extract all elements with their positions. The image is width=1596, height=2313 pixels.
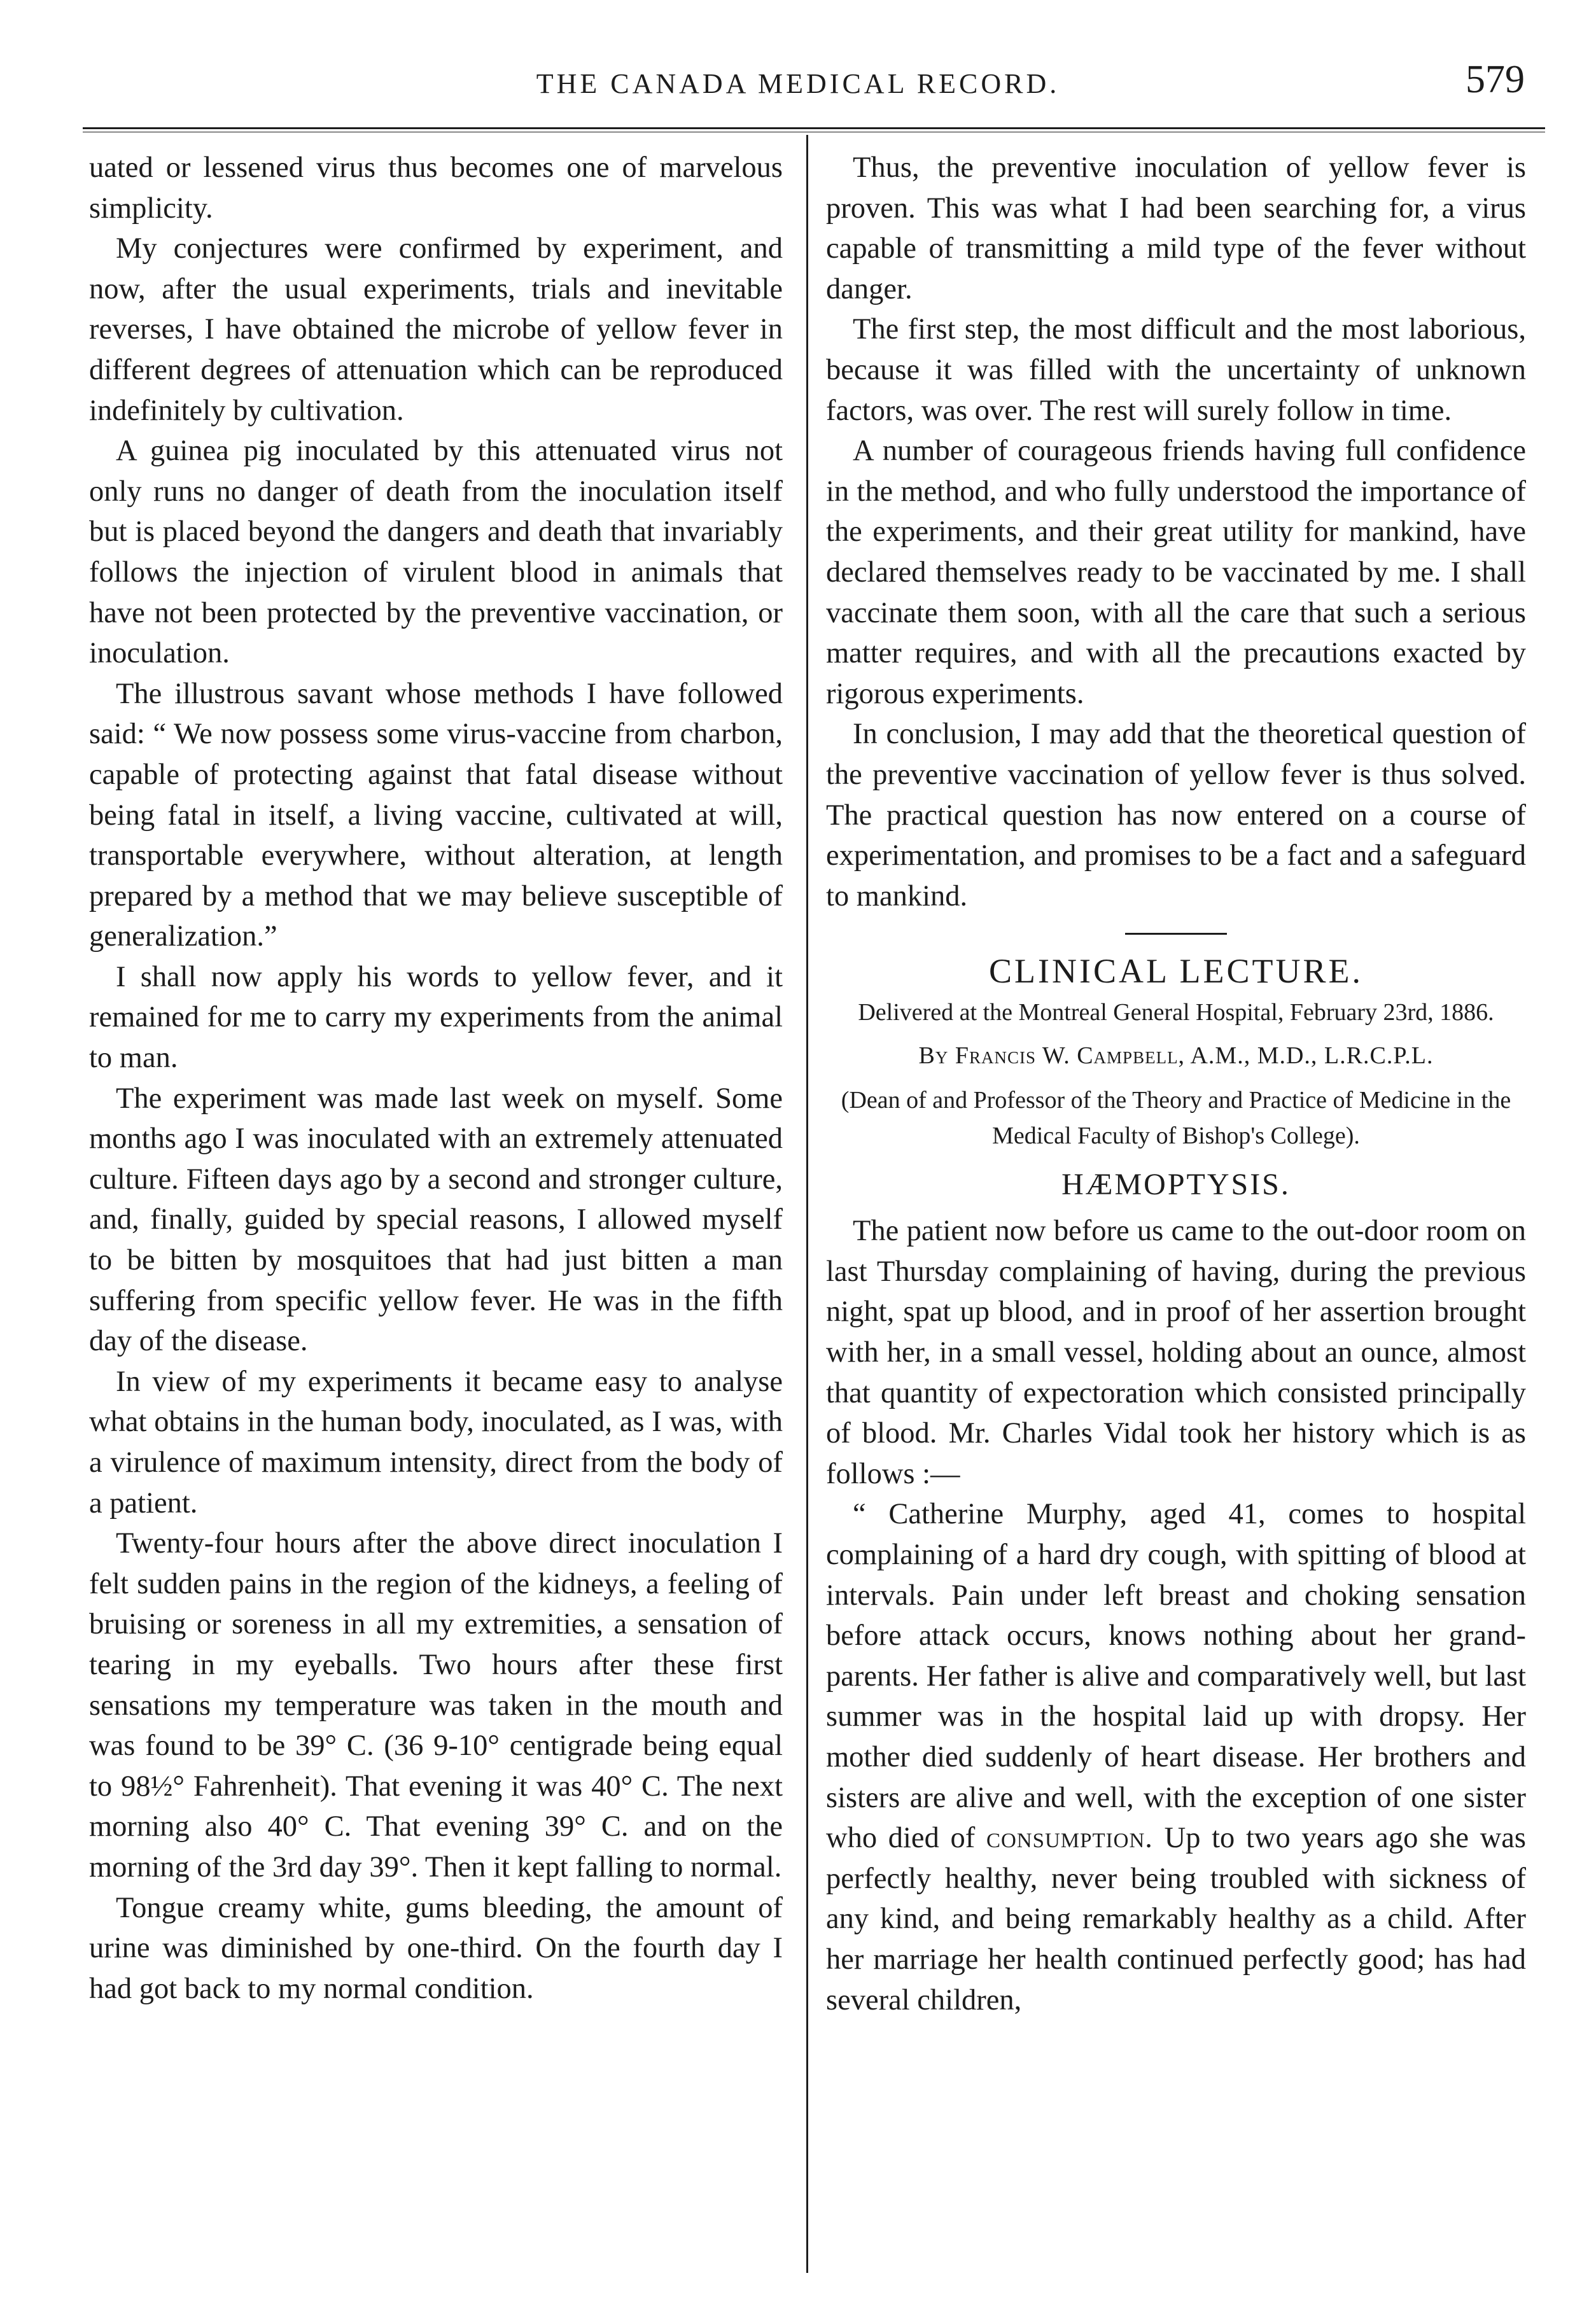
paragraph: I shall now apply his words to yellow fever, and it remained for me to carry my experiments from the animal to man.	[89, 960, 783, 1075]
paragraph: Tongue creamy white, gums bleeding, the amount of urine was diminished by one-third. On the fourth day I had got back to my normal condition.	[89, 1891, 783, 2005]
paragraph: The patient now before us came to the out-door room on last Thursday complaining of having, during the previous night, spat up blood, and in proof of her assertion brought with her, in a small vessel, holding about an ounce, almost that quantity of expectoration which consisted principally of blood. Mr. Charles Vidal took her history which is as follows :—	[826, 1215, 1526, 1490]
header-rule	[83, 127, 1545, 129]
paragraph: In conclusion, I may add that the theoretical question of the preventive vaccination of yellow fever is thus solved. The practical question has now entered on a course of experimentation, and promises to be a fact and a safeguard to mankind.	[826, 718, 1526, 912]
page-header	[0, 38, 1596, 108]
history-text: Up to two years ago she was perfectly healthy, never being troubled with sickness of any kind, and being remarkably healthy as a child. After her marriage her health continued perfectly good; has had several children,	[826, 1822, 1527, 2016]
section-rule	[1125, 933, 1227, 935]
paragraph: Twenty-four hours after the above direct inoculation I felt sudden pains in the region of the kidneys, a feeling of bruising or soreness in all my extremities, a sensation of tearing in my eyeballs. Two hours after these first sensations my temperature was taken in the mouth and was found to be 39° C. (36 9-10° centigrade being equal to 98½° Fahrenheit). That evening it was 40° C. The next morning also 40° C. That evening 39° C. and on the morning of the 3rd day 39°. Then it kept falling to normal.	[89, 1527, 783, 1883]
lecture-byline: By Francis W. Campbell, A.M., M.D., L.R.C.P.L.	[918, 1042, 1434, 1070]
paragraph: The illustrous savant whose methods I have followed said: “ We now possess some virus-vaccine from charbon, capable of protecting against that fatal disease without being fatal in itself, a living vaccine, cultivated at will, transportable everywhere, without alteration, at length prepared by a method that we may believe susceptible of generalization.”	[89, 677, 783, 953]
paragraph: In view of my experiments it became easy to analyse what obtains in the human body, inoculated, as I was, with a virulence of maximum intensity, direct from the body of a patient.	[89, 1365, 783, 1520]
history-term: consumption.	[986, 1822, 1153, 1855]
lecture-delivered: Delivered at the Montreal General Hospital, February 23rd, 1886.	[858, 999, 1494, 1026]
paragraph: The experiment was made last week on myself. Some months ago I was inoculated with an extremely attenuated culture. Fifteen days ago by a second and stronger culture, and, finally, guided by special reasons, I allowed myself to be bitten by mosquitoes that had just bitten a man suffering from specific yellow fever. He was in the fifth day of the disease.	[89, 1082, 783, 1358]
paragraph: uated or lessened virus thus becomes one of marvelous simplicity.	[89, 151, 783, 225]
column-divider	[806, 135, 808, 2273]
right-column	[826, 148, 1526, 2020]
subject-heading: HÆMOPTYSIS.	[1061, 1168, 1291, 1202]
lecture-affiliation: (Dean of and Professor of the Theory and Practice of Medicine in the Medical Faculty of Bishop's College).	[841, 1087, 1511, 1150]
left-column	[89, 148, 783, 2009]
running-title: THE CANADA MEDICAL RECORD.	[536, 68, 1060, 99]
page-number: 579	[1466, 58, 1525, 101]
paragraph: A guinea pig inoculated by this attenuated virus not only runs no danger of death from the inoculation itself but is placed beyond the dangers and death that invariably follows the injection of virulent blood in animals that have not been protected by the preventive vaccination, or inoculation.	[89, 435, 783, 670]
paragraph: Thus, the preventive inoculation of yellow fever is proven. This was what I had been searching for, a virus capable of transmitting a mild type of the fever without danger.	[826, 151, 1526, 305]
paragraph: A number of courageous friends having full confidence in the method, and who fully understood the importance of the experiments, and their great utility for mankind, have declared themselves ready to be vaccinated by me. I shall vaccinate them soon, with all the care that such a serious matter requires, and with all the precautions exacted by rigorous experiments.	[826, 435, 1526, 710]
paragraph-history	[826, 1494, 1526, 2020]
paragraph: My conjectures were confirmed by experiment, and now, after the usual experiments, trials and inevitable reverses, I have obtained the microbe of yellow fever in different degrees of attenuation which can be reproduced indefinitely by cultivation.	[89, 232, 783, 427]
history-text: “ Catherine Murphy, aged 41, comes to hospital complaining of a hard dry cough, with spitting of blood at intervals. Pain under left breast and choking sensation before attack occurs, knows nothing about her grand-parents. Her father is alive and comparatively well, but last summer was in the hospital laid up with dropsy. Her mother died suddenly of heart disease. Her brothers and sisters are alive and well, with the exception of one sister who died of	[826, 1498, 1526, 1855]
paragraph: The first step, the most difficult and the most laborious, because it was filled with the uncertainty of unknown factors, was over. The rest will surely follow in time.	[826, 313, 1526, 427]
lecture-title: CLINICAL LECTURE.	[989, 952, 1363, 991]
